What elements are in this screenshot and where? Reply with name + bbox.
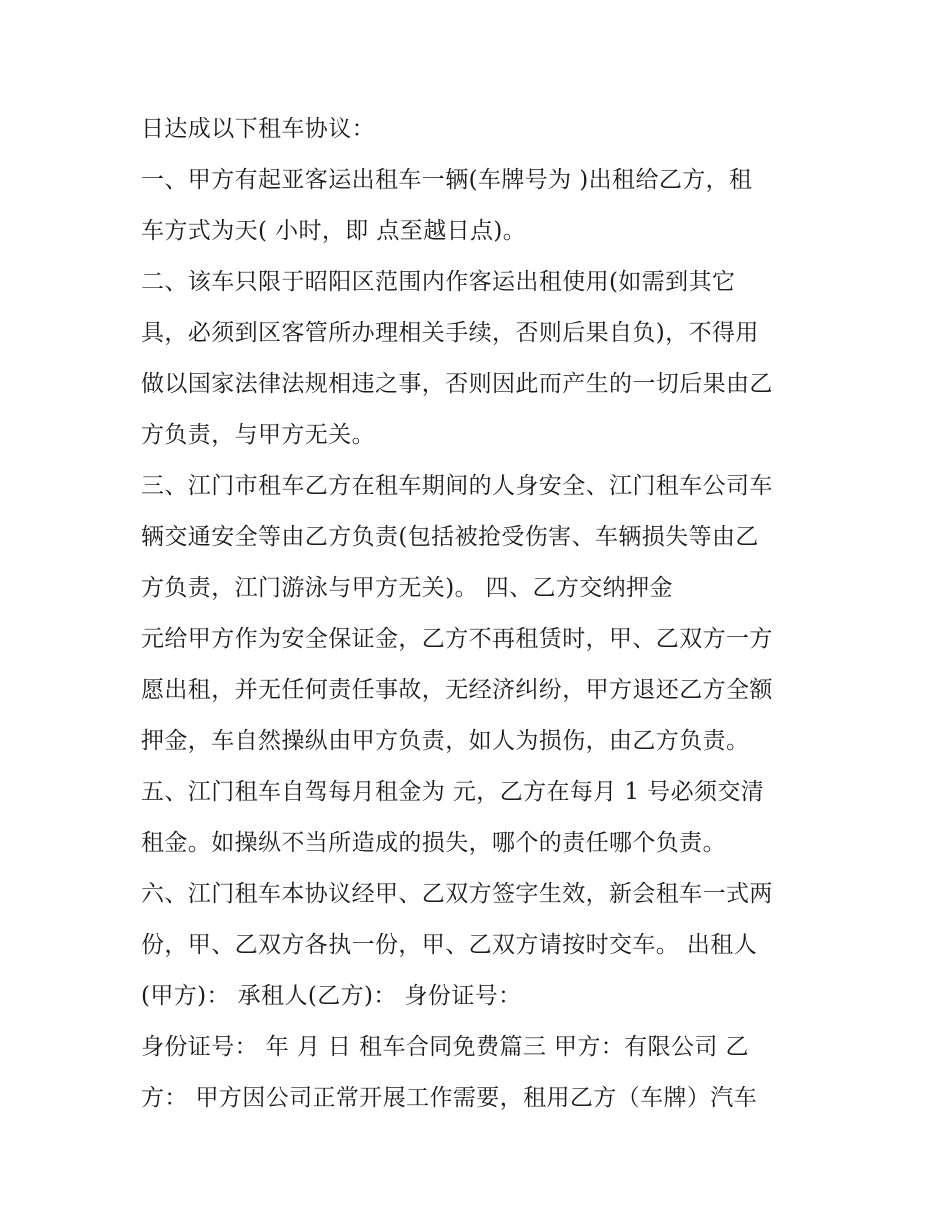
text-line: 元给甲方作为安全保证金，乙方不再租赁时，甲、乙双方一方 <box>141 626 773 652</box>
text-line: 具，必须到区客管所办理相关手续，否则后果自负)，不得用 <box>141 320 759 346</box>
text-line: 身份证号： 年 月 日 租车合同免费篇三 甲方：有限公司 乙 <box>141 1034 749 1060</box>
text-line: 方： 甲方因公司正常开展工作需要，租用乙方（车牌）汽车 <box>141 1085 758 1111</box>
text-line: 做以国家法律法规相违之事，否则因此而产生的一切后果由乙 <box>141 371 773 397</box>
text-line: 二、该车只限于昭阳区范围内作客运出租使用(如需到其它 <box>141 269 736 295</box>
text-line: 租金。如操纵不当所造成的损失，哪个的责任哪个负责。 <box>141 830 726 856</box>
text-line: 六、江门租车本协议经甲、乙双方签字生效，新会租车一式两 <box>141 881 773 907</box>
text-line: 方负责，与甲方无关。 <box>141 422 375 448</box>
text-line: 份，甲、乙双方各执一份，甲、乙双方请按时交车。 出租人 <box>141 932 758 958</box>
text-line: 押金，车自然操纵由甲方负责，如人为损伤，由乙方负责。 <box>141 728 750 754</box>
text-line: 五、江门租车自驾每月租金为 元，乙方在每月 1 号必须交清 <box>141 779 765 805</box>
text-line: 一、甲方有起亚客运出租车一辆(车牌号为 )出租给乙方，租 <box>141 167 753 193</box>
text-line: 愿出租，并无任何责任事故，无经济纠纷，甲方退还乙方全额 <box>141 677 773 703</box>
text-line: (甲方)： 承租人(乙方)： 身份证号： <box>141 983 522 1009</box>
text-line: 日达成以下租车协议： <box>141 116 375 142</box>
text-line: 辆交通安全等由乙方负责(包括被抢受伤害、车辆损失等由乙 <box>141 524 759 550</box>
text-line: 方负责，江门游泳与甲方无关)。 四、乙方交纳押金 <box>141 575 673 601</box>
text-line: 三、江门市租车乙方在租车期间的人身安全、江门租车公司车 <box>141 473 773 499</box>
text-line: 车方式为天( 小时，即 点至越日点)。 <box>141 218 527 244</box>
